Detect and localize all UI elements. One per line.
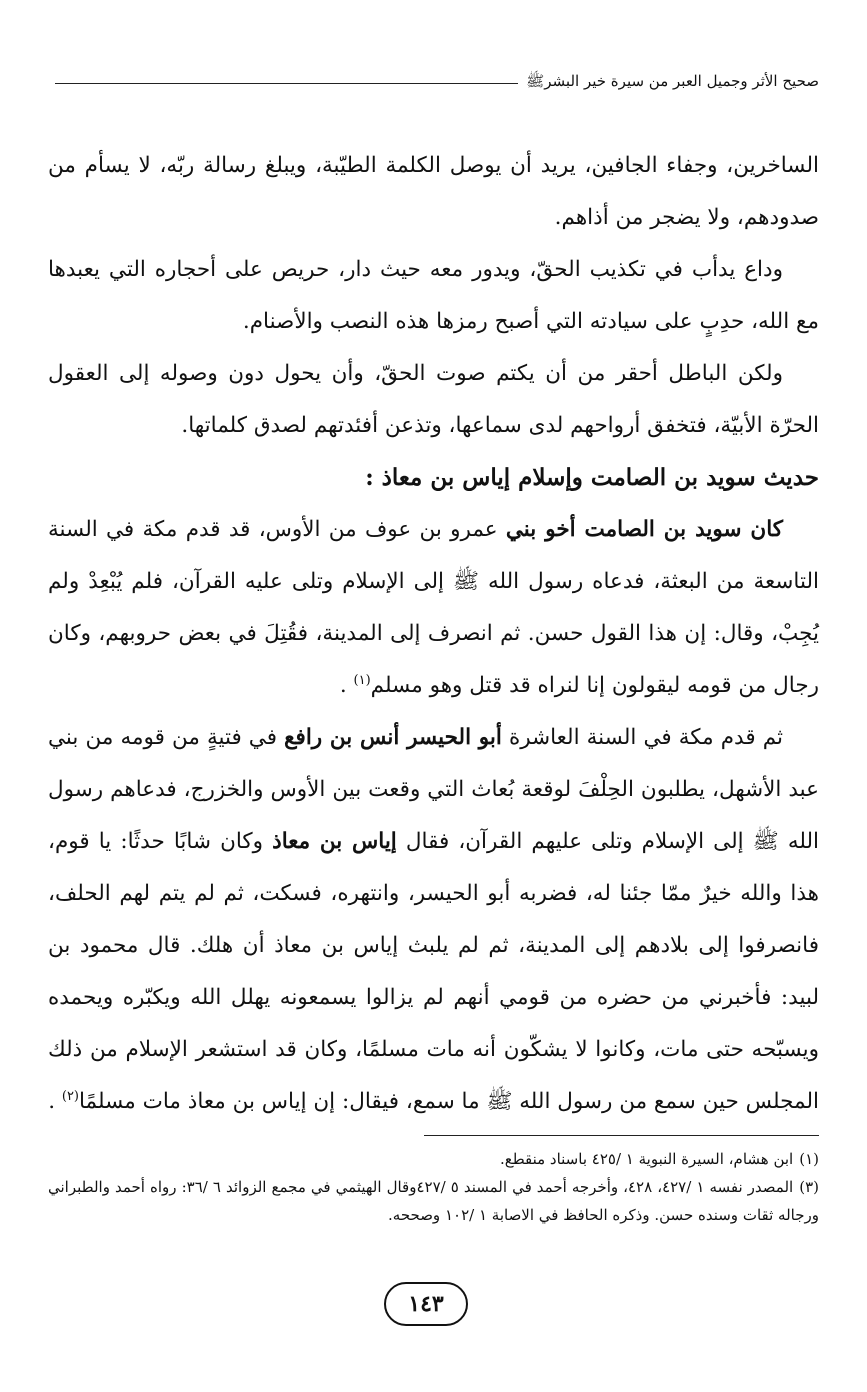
- footnote-ref-2[interactable]: (٢): [61, 1088, 79, 1104]
- paragraph-5-bold-name-1: أبو الحيسر أنس بن رافع: [284, 725, 502, 750]
- footnote-rule: [424, 1135, 819, 1136]
- paragraph-5-text-b: في فتيةٍ من قومه من بني عبد الأشهل، يطلبون الحِلْفَ لوقعة بُعاث التي وقعت بين الأوس والخزرج، فدعاهم رسول الله ﷺ إلى الإسلام وتلى عليهم القرآن، فقال: [48, 725, 819, 854]
- running-header: [55, 72, 819, 94]
- footnote-2-text: المصدر نفسه ١ /٤٢٧، ٤٢٨، وأخرجه أحمد في المسند ٥ /٤٢٧وقال الهيثمي في مجمع الزوائد ٦ /٣٦: رواه أحمد والطبراني ورجاله ثقات وسنده حسن. وذكره الحافظ في الاصابة ١ /١٠٢ وصححه.: [48, 1178, 819, 1224]
- header-rule: [55, 83, 518, 84]
- paragraph-3: ولكن الباطل أحقر من أن يكتم صوت الحقّ، وأن يحول دون وصوله إلى العقول الحرّة الأبيّة، فتخفق أرواحهم لدى سماعها، وتذعن أفئدتهم لصدق كلماتها.: [48, 361, 819, 438]
- footnote-1-number: (١): [799, 1150, 819, 1168]
- footnote-2: [48, 1173, 819, 1229]
- paragraph-1: الساخرين، وجفاء الجافين، يريد أن يوصل الكلمة الطيّبة، ويبلغ رسالة ربّه، لا يسأم من صدودهم، ولا يضجر من أذاهم.: [48, 153, 819, 230]
- paragraph-5-text-c: وكان شابًا حدثًا: يا قوم، هذا والله خيرٌ ممّا جئنا له، فضربه أبو الحيسر، وانتهره، فسكت، ثم لم يتم لهم الحلف، فانصرفوا إلى بلادهم إلى المدينة، ثم لم يلبث إياس بن معاذ أن هلك. قال محمود بن لبيد: فأخبرني من حضره من قومي أنهم لم يزالوا يسمعونه يهلل الله ويكبّره ويحمده ويسبّحه حتى مات، وكانوا لا يشكّون أنه مات مسلمًا، وكان قد استشعر الإسلام من ذلك المجلس حين سمع من رسول الله ﷺ ما سمع، فيقال: إن إياس بن معاذ مات مسلمًا: [48, 829, 819, 1114]
- footnote-1: [48, 1145, 819, 1173]
- paragraph-5: [48, 712, 819, 1128]
- paragraph-4: [48, 504, 819, 712]
- footnote-1-text: ابن هشام، السيرة النبوية ١ /٤٢٥ باسناد منقطع.: [499, 1150, 794, 1168]
- footnote-2-number: (٣): [799, 1178, 820, 1196]
- section-heading: حديث سويد بن الصامت وإسلام إياس بن معاذ :: [365, 464, 819, 491]
- paragraph-4-end: .: [339, 673, 354, 698]
- paragraph-4-bold: كان سويد بن الصامت أخو بني: [505, 517, 783, 542]
- paragraph-5-bold-name-2: إياس بن معاذ: [272, 829, 397, 854]
- paragraph-5-end: .: [48, 1089, 62, 1114]
- footnote-ref-1[interactable]: (١): [353, 672, 371, 688]
- paragraph-4-text: عمرو بن عوف من الأوس، قد قدم مكة في السنة التاسعة من البعثة، فدعاه رسول الله ﷺ إلى الإسلام وتلى عليه القرآن، فلم يُبْعِدْ ولم يُجِبْ، وقال: إن هذا القول حسن. ثم انصرف إلى المدينة، فقُتِلَ في بعض حروبهم، وكان رجال من قومه ليقولون إنا لنراه قد قتل وهو مسلم: [48, 517, 819, 698]
- running-title: صحيح الأثر وجميل العبر من سيرة خير البشرﷺ: [526, 72, 819, 90]
- paragraph-2: وداع يدأب في تكذيب الحقّ، ويدور معه حيث دار، حريص على أحجاره التي يعبدها مع الله، حدِبٍ على سيادته التي أصبح رمزها هذه النصب والأصنام.: [48, 257, 819, 334]
- footnotes: [48, 1145, 819, 1229]
- paragraph-5-text-a: ثم قدم مكة في السنة العاشرة: [501, 725, 783, 750]
- page-number: ١٤٣: [384, 1282, 468, 1326]
- main-text: [48, 140, 819, 1128]
